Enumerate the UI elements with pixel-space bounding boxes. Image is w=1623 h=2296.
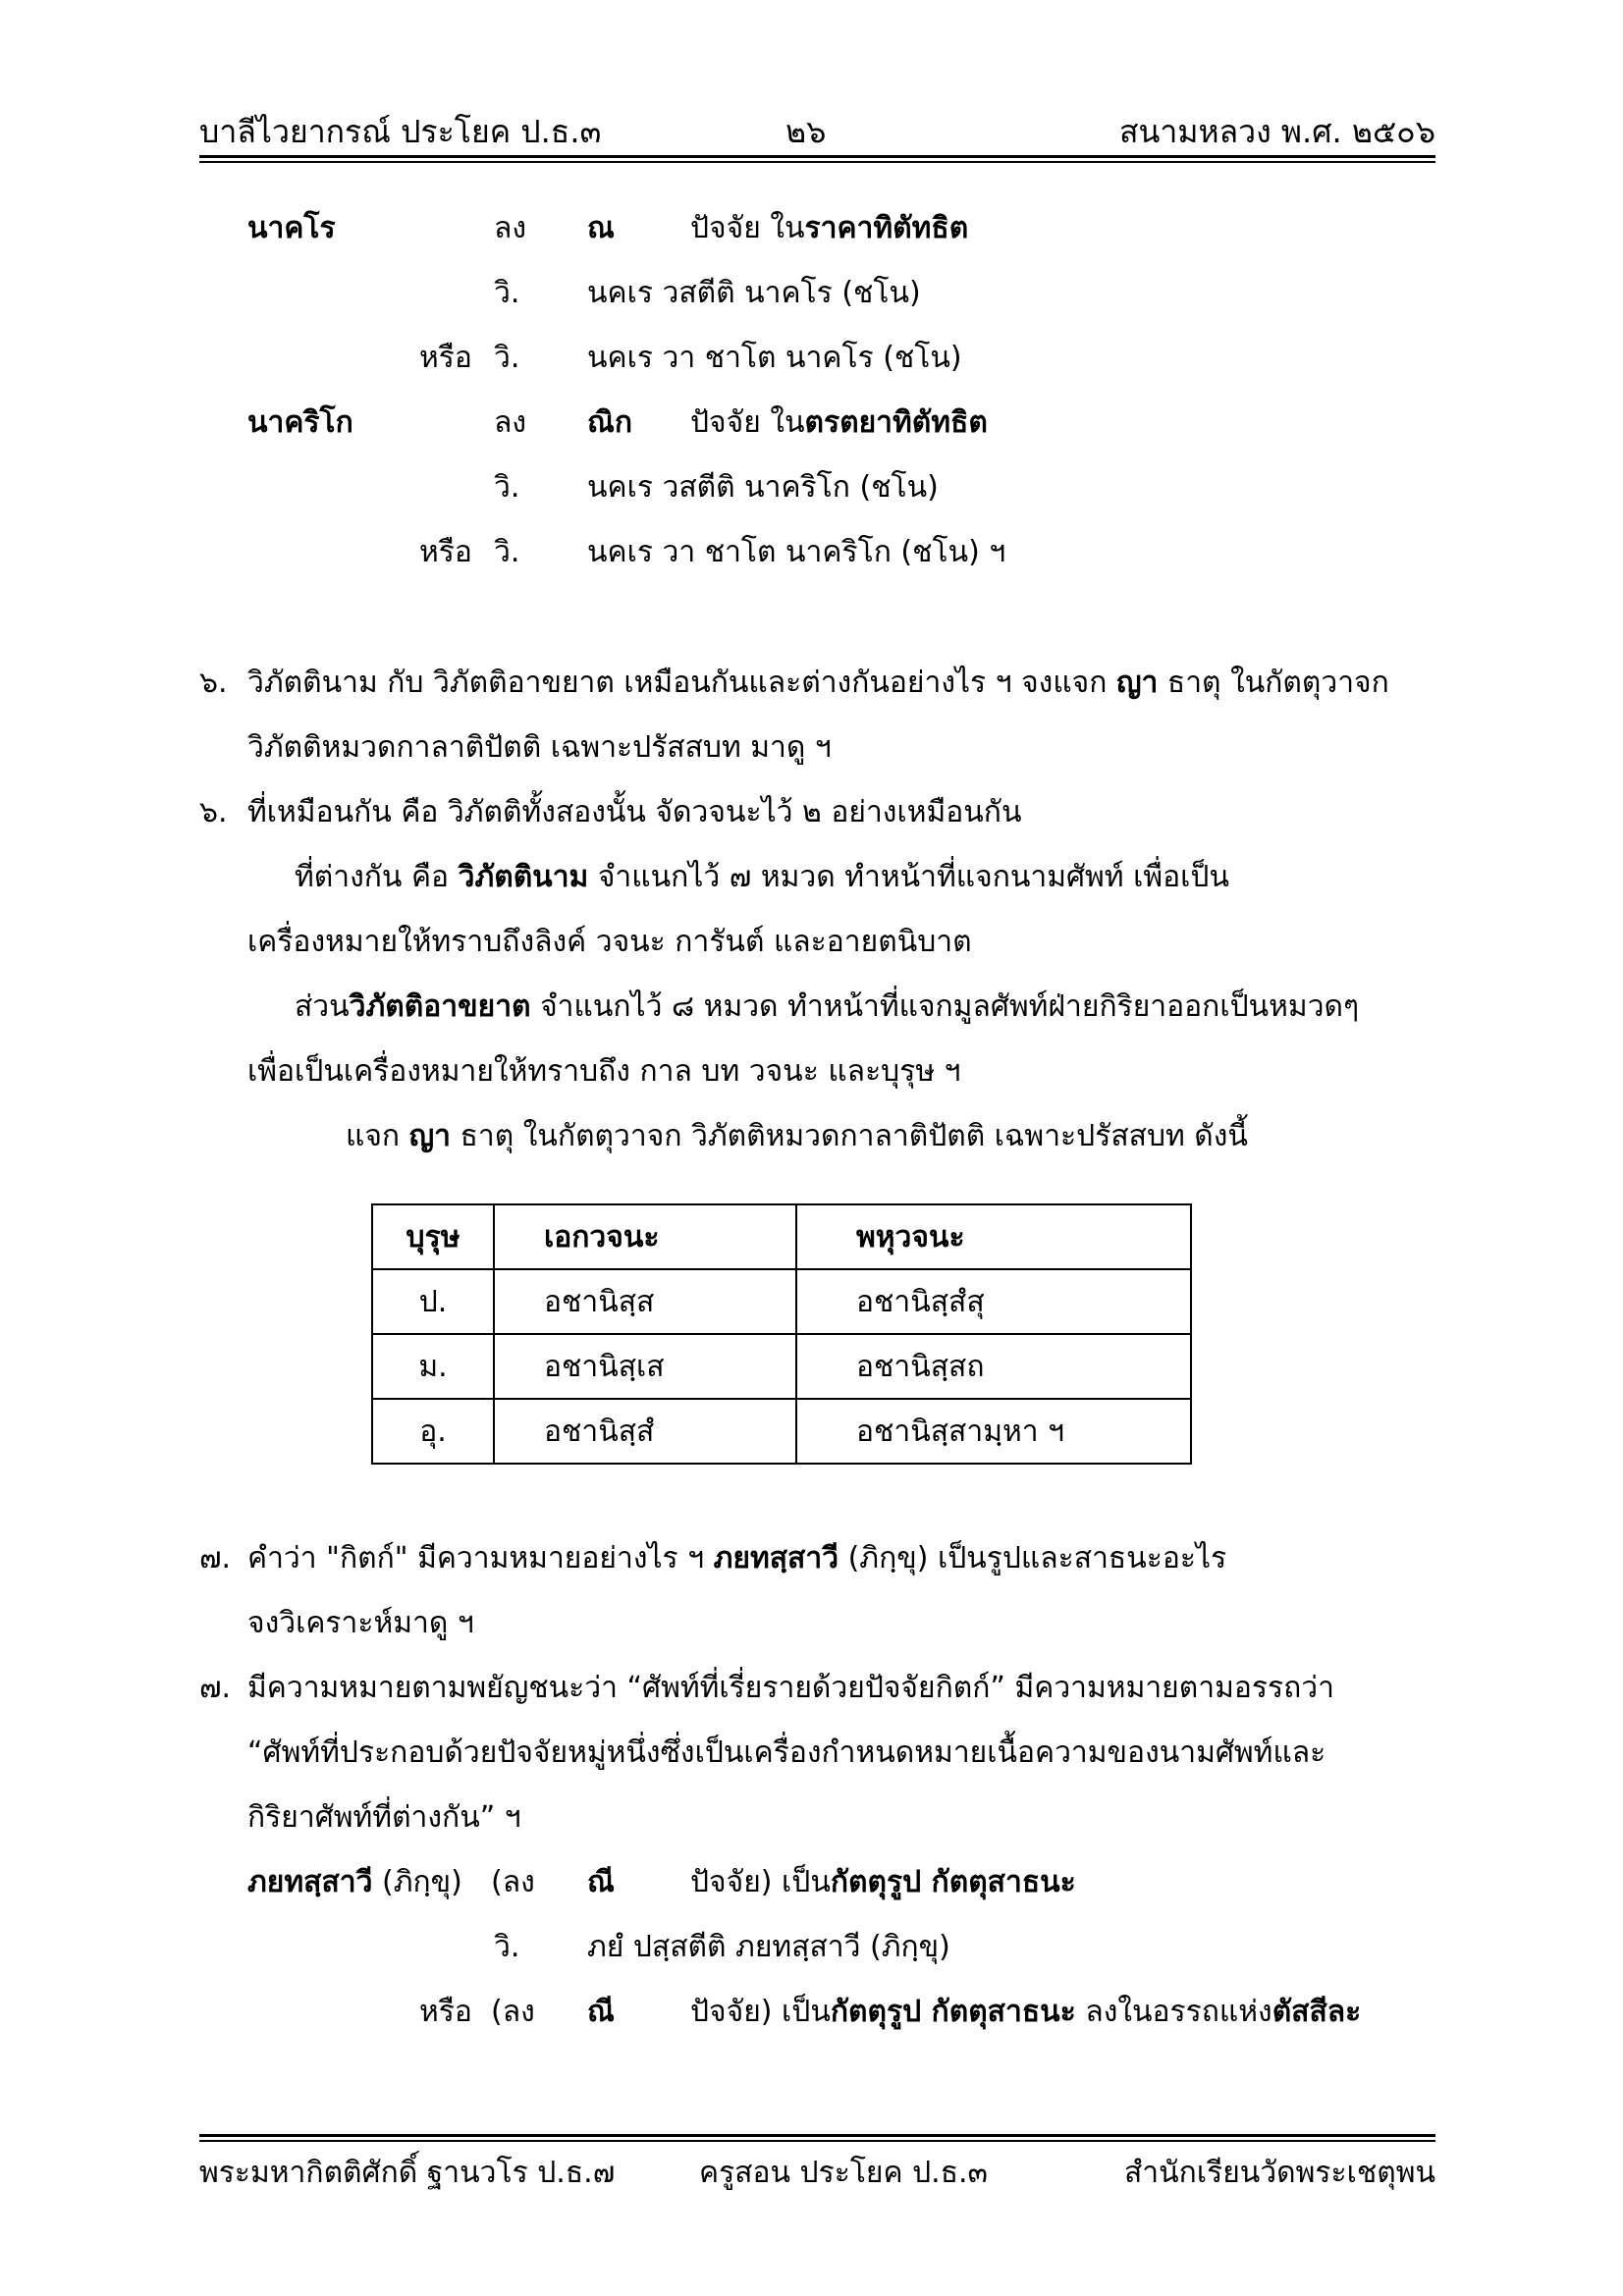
table-header: เอกวจนะ (494, 1204, 796, 1269)
question-text: วิภัตติหมวดกาลาติปัตติ เฉพาะปรัสสบท มาดู ฯ (247, 730, 832, 765)
header-right: สนามหลวง พ.ศ. ๒๕๐๖ (1118, 113, 1435, 150)
answer-text: “ศัพท์ที่ประกอบด้วยปัจจัยหมู่หนึ่งซึ่งเป็นเครื่องกำหนดหมายเนื้อความของนามศัพท์และ (247, 1735, 1326, 1770)
analysis-text: ภยํ ปสฺสตีติ ภยทสฺสาวี (ภิกฺขุ) (587, 1930, 950, 1964)
analysis-label: วิ. (494, 470, 520, 505)
answer-text: เพื่อเป็นเครื่องหมายให้ทราบถึง กาล บท วจนะ และบุรุษ ฯ (247, 1054, 961, 1089)
analysis-suffix: ณี (587, 1865, 615, 1899)
analysis-label: (ลง (491, 1865, 535, 1899)
answer-text: มีความหมายตามพยัญชนะว่า “ศัพท์ที่เรี่ยรายด้วยปัจจัยกิตก์” มีความหมายตามอรรถว่า (247, 1671, 1334, 1705)
table-cell: อชานิสฺสํ (494, 1399, 796, 1464)
analysis-text: ปัจจัย ในตรตยาทิตัทธิต (690, 405, 988, 440)
analysis-text: นคเร วา ชาโต นาคริโก (ชโน) ฯ (587, 535, 1006, 569)
footer-rule (199, 2134, 1435, 2137)
analysis-suffix: ณิก (587, 405, 632, 440)
table-row (372, 1334, 1191, 1399)
question-text: วิภัตตินาม กับ วิภัตติอาขยาต เหมือนกันและต่างกันอย่างไร ฯ จงแจก ญา ธาตุ ในกัตตุวาจก (247, 666, 1389, 700)
question-text: คำว่า "กิตก์" มีความหมายอย่างไร ฯ ภยทสฺสาวี (ภิกฺขุ) เป็นรูปและสาธนะอะไร (247, 1541, 1227, 1575)
table-cell: อชานิสฺเส (494, 1334, 796, 1399)
answer-text: เครื่องหมายให้ทราบถึงลิงค์ วจนะ การันต์ และอายตนิบาต (247, 925, 972, 959)
answer-number: ๗. (199, 1671, 232, 1705)
analysis-label: ลง (494, 405, 527, 440)
header-rule (199, 155, 1435, 158)
table-header: บุรุษ (372, 1204, 494, 1269)
answer-text: แจก ญา ธาตุ ในกัตตุวาจก วิภัตติหมวดกาลาติปัตติ เฉพาะปรัสสบท ดังนี้ (346, 1119, 1248, 1153)
analysis-suffix: ณ (587, 211, 615, 245)
footer-author: พระมหากิตติศักดิ์ ฐานวโร ป.ธ.๗ (199, 2156, 616, 2190)
analysis-word: นาคริโก (247, 405, 353, 440)
table-row (372, 1269, 1191, 1334)
answer-text: ส่วนวิภัตติอาขยาต จำแนกไว้ ๘ หมวด ทำหน้าที่แจกมูลศัพท์ฝ่ายกิริยาออกเป็นหมวดๆ (295, 989, 1360, 1024)
table-cell: ม. (372, 1334, 494, 1399)
table-header: พหุวจนะ (796, 1204, 1191, 1269)
analysis-label: วิ. (494, 341, 520, 375)
question-number: ๗. (199, 1541, 232, 1575)
analysis-or: หรือ (419, 341, 472, 375)
analysis-label: ลง (494, 211, 527, 245)
footer-role: ครูสอน ประโยค ป.ธ.๓ (699, 2156, 989, 2190)
table-cell: อชานิสฺส (494, 1269, 796, 1334)
analysis-label: วิ. (494, 1930, 520, 1964)
footer-institution: สำนักเรียนวัดพระเชตุพน (1124, 2156, 1435, 2190)
analysis-word: ภยทสฺสาวี (ภิกฺขุ) (247, 1865, 462, 1899)
analysis-text: ปัจจัย) เป็นกัตตุรูป กัตตุสาธนะ ลงในอรรถแห่งตัสสีละ (690, 1995, 1362, 2029)
answer-number: ๖. (199, 795, 228, 829)
page-number: ๒๖ (785, 113, 827, 150)
question-text: จงวิเคราะห์มาดู ฯ (247, 1606, 474, 1640)
table-header-row (372, 1204, 1191, 1269)
table-cell: อชานิสฺสามฺหา ฯ (796, 1399, 1191, 1464)
analysis-label: (ลง (491, 1995, 535, 2029)
question-number: ๖. (199, 666, 228, 700)
analysis-text: ปัจจัย ในราคาทิตัทธิต (690, 211, 969, 245)
analysis-text: นคเร วสตีติ นาคโร (ชโน) (587, 276, 921, 310)
analysis-text: ปัจจัย) เป็นกัตตุรูป กัตตุสาธนะ (690, 1865, 1076, 1899)
conjugation-table (371, 1203, 1192, 1465)
analysis-word: นาคโร (247, 211, 336, 245)
table-cell: อุ. (372, 1399, 494, 1464)
analysis-or: หรือ (419, 535, 472, 569)
analysis-suffix: ณี (587, 1995, 615, 2029)
header-rule-thin (199, 161, 1435, 163)
answer-text: กิริยาศัพท์ที่ต่างกัน” ฯ (247, 1800, 521, 1835)
analysis-text: นคเร วา ชาโต นาคโร (ชโน) (587, 341, 962, 375)
analysis-or: หรือ (419, 1995, 472, 2029)
analysis-label: วิ. (494, 535, 520, 569)
table-cell: อชานิสฺสถ (796, 1334, 1191, 1399)
header-left: บาลีไวยากรณ์ ประโยค ป.ธ.๓ (199, 113, 602, 150)
answer-text: ที่เหมือนกัน คือ วิภัตติทั้งสองนั้น จัดวจนะไว้ ๒ อย่างเหมือนกัน (247, 795, 1022, 829)
table-row (372, 1399, 1191, 1464)
analysis-text: นคเร วสตีติ นาคริโก (ชโน) (587, 470, 939, 505)
footer-rule-thin (199, 2140, 1435, 2142)
answer-text: ที่ต่างกัน คือ วิภัตตินาม จำแนกไว้ ๗ หมวด ทำหน้าที่แจกนามศัพท์ เพื่อเป็น (295, 860, 1229, 894)
analysis-label: วิ. (494, 276, 520, 310)
table-cell: อชานิสฺสํสุ (796, 1269, 1191, 1334)
table-cell: ป. (372, 1269, 494, 1334)
